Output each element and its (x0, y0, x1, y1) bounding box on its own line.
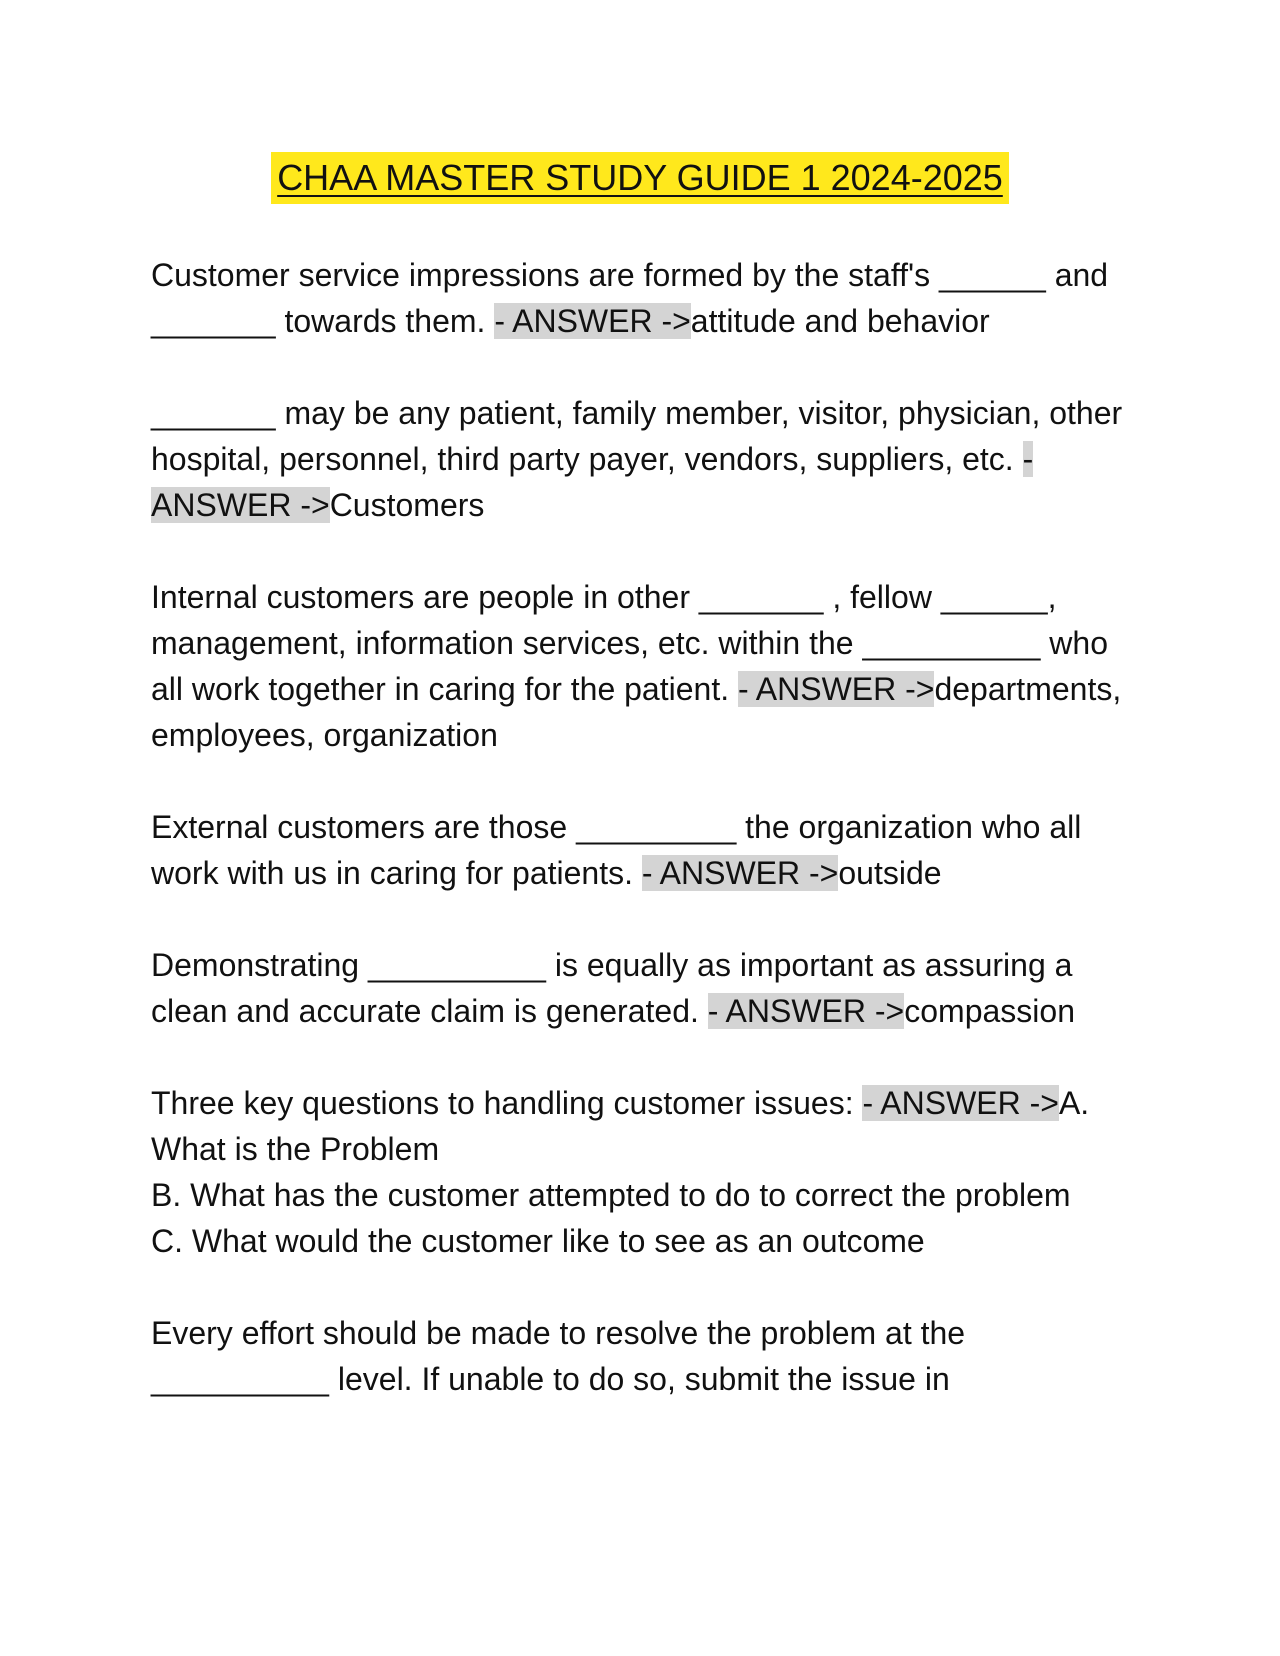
qa-item-4 (151, 804, 1131, 896)
question-text: Every effort should be made to resolve the problem at the __________ level. If unable to do so, submit the issue in (151, 1315, 966, 1397)
question-text: Customer service impressions are formed by the staff's ______ and _______ towards them. (151, 257, 1109, 339)
qa-paragraph (151, 804, 1131, 896)
document-body (151, 252, 1131, 1448)
answer-tag: - ANSWER -> (737, 671, 935, 707)
answer-line-c: C. What would the customer like to see as an outcome (151, 1223, 925, 1259)
answer-line-a: A. What is the Problem (151, 1085, 1090, 1167)
qa-item-7 (151, 1310, 1131, 1402)
title-container (0, 152, 1280, 204)
answer-line-b: B. What has the customer attempted to do to correct the problem (151, 1177, 1071, 1213)
answer-text: compassion (904, 993, 1075, 1029)
qa-item-5 (151, 942, 1131, 1034)
question-text: External customers are those _________ the organization who all work with us in caring for patients. (151, 809, 1082, 891)
question-text: _______ may be any patient, family member, visitor, physician, other hospital, personnel, third party payer, vendors, suppliers, etc. (151, 395, 1123, 477)
answer-tag: - ANSWER -> (494, 303, 691, 339)
answer-tag: - ANSWER -> (151, 441, 1034, 523)
qa-paragraph (151, 252, 1131, 344)
question-text: Three key questions to handling customer issues: (151, 1085, 863, 1121)
question-text: Internal customers are people in other _______ , fellow ______, management, information services, etc. within the __________ who all work together in caring for the patient. (151, 579, 1108, 707)
question-text: Demonstrating __________ is equally as important as assuring a clean and accurate claim is generated. (151, 947, 1073, 1029)
qa-item-2 (151, 390, 1131, 528)
answer-tag: - ANSWER -> (641, 855, 839, 891)
answer-tag: - ANSWER -> (862, 1085, 1059, 1121)
answer-text: Customers (329, 487, 485, 523)
qa-paragraph (151, 1080, 1131, 1172)
qa-paragraph (151, 574, 1131, 758)
answer-text: attitude and behavior (690, 303, 990, 339)
qa-item-3 (151, 574, 1131, 758)
answer-tag: - ANSWER -> (707, 993, 905, 1029)
answer-text: outside (838, 855, 942, 891)
qa-item-6 (151, 1080, 1131, 1264)
document-title: CHAA MASTER STUDY GUIDE 1 2024-2025 (271, 152, 1009, 204)
qa-paragraph (151, 942, 1131, 1034)
answer-text: departments, employees, organization (151, 671, 1122, 753)
qa-paragraph (151, 390, 1131, 528)
qa-item-1 (151, 252, 1131, 344)
qa-paragraph (151, 1310, 1131, 1402)
